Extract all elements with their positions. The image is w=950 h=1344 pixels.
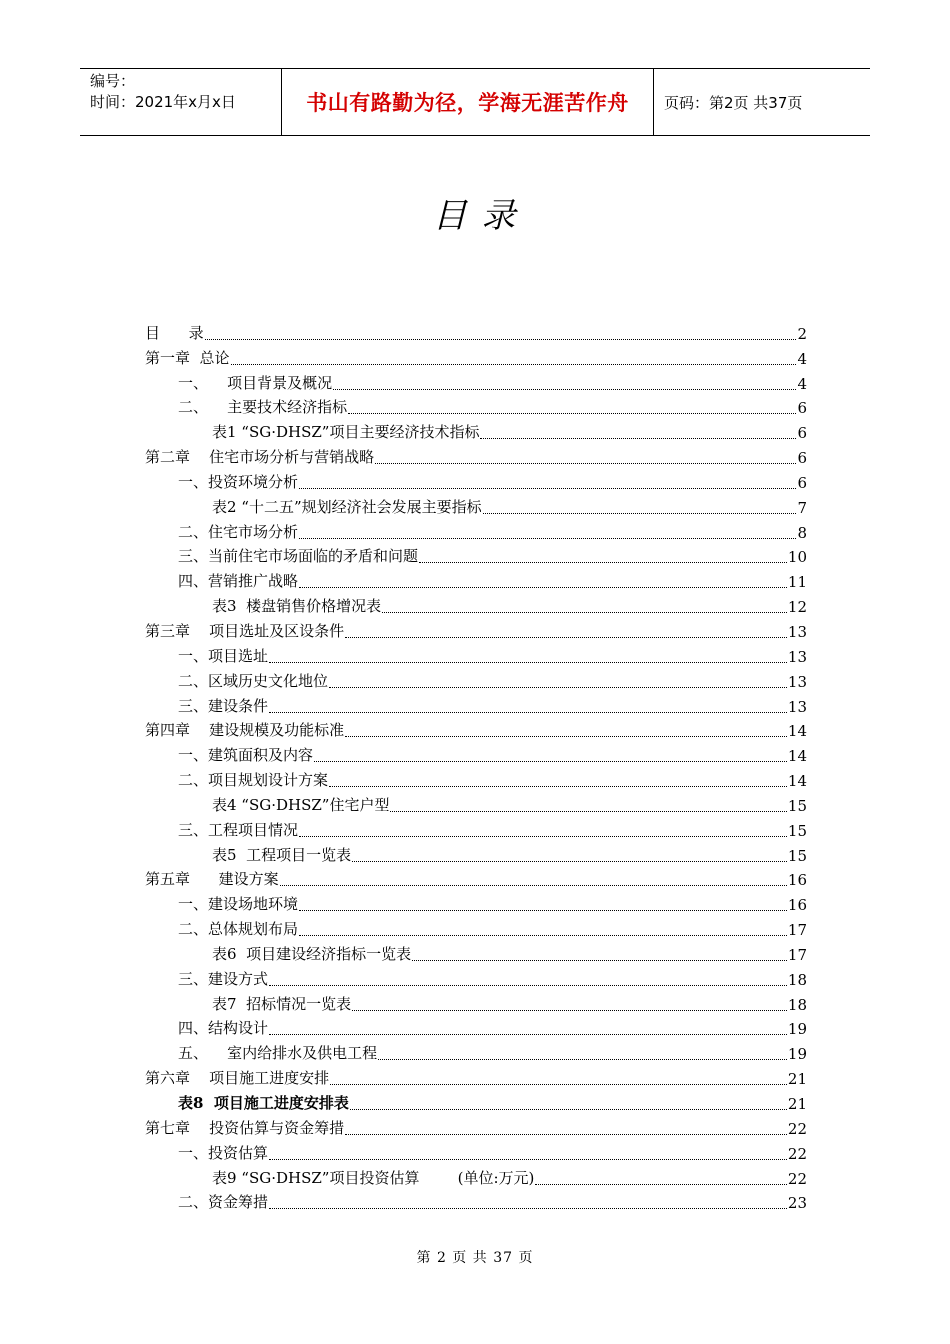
toc-leader-dots — [390, 810, 786, 812]
toc-entry[interactable] — [145, 616, 807, 641]
toc-leader-dots — [352, 1009, 787, 1011]
toc-entry[interactable] — [145, 1188, 807, 1213]
toc-leader-dots — [483, 512, 797, 514]
toc-leader-dots — [299, 586, 787, 588]
toc-entry-page: 6 — [797, 449, 807, 468]
toc-entry-page: 18 — [787, 970, 807, 989]
toc-entry-label: 二、 主要技术经济指标 — [178, 398, 348, 417]
toc-entry-label: 一、投资估算 — [178, 1143, 269, 1162]
toc-entry[interactable] — [145, 542, 807, 567]
toc-entry[interactable] — [145, 467, 807, 492]
toc-entry-page: 13 — [787, 647, 807, 666]
toc-entry-label: 二、总体规划布局 — [178, 920, 299, 939]
toc-entry-page: 18 — [787, 995, 807, 1014]
toc-entry-label: 第三章 项目选址及区设条件 — [145, 621, 345, 640]
toc-entry[interactable] — [145, 517, 807, 542]
toc-entry-page: 4 — [797, 349, 807, 368]
toc-entry-page: 13 — [787, 622, 807, 641]
toc-entry-page: 14 — [787, 747, 807, 766]
toc-entry-page: 15 — [787, 846, 807, 865]
page-header — [80, 68, 870, 136]
toc-leader-dots — [333, 388, 796, 390]
page-footer: 第 2 页 共 37 页 — [416, 1250, 534, 1266]
toc-entry[interactable] — [145, 566, 807, 591]
toc-leader-dots — [299, 487, 796, 489]
toc-leader-dots — [330, 1083, 787, 1085]
toc-leader-dots — [205, 338, 797, 340]
toc-entry-label: 一、建设场地环境 — [178, 895, 299, 914]
toc-entry[interactable] — [145, 318, 807, 343]
toc-entry-label: 一、建筑面积及内容 — [178, 746, 314, 765]
toc-entry[interactable] — [145, 989, 807, 1014]
toc-leader-dots — [269, 711, 787, 713]
toc-leader-dots — [382, 611, 787, 613]
toc-entry-label: 一、项目选址 — [178, 646, 269, 665]
toc-entry[interactable] — [145, 417, 807, 442]
toc-entry[interactable] — [145, 691, 807, 716]
toc-leader-dots — [314, 760, 787, 762]
toc-entry-page: 16 — [787, 896, 807, 915]
toc-leader-dots — [352, 860, 787, 862]
toc-entry-page: 6 — [797, 399, 807, 418]
toc-entry-page: 11 — [787, 573, 807, 592]
header-meta — [80, 69, 282, 135]
toc-entry[interactable] — [145, 815, 807, 840]
toc-entry[interactable] — [145, 393, 807, 418]
toc-entry-page: 16 — [787, 871, 807, 890]
toc-leader-dots — [269, 661, 787, 663]
toc-entry[interactable] — [145, 939, 807, 964]
toc-leader-dots — [345, 1133, 787, 1135]
toc-entry-page: 15 — [787, 821, 807, 840]
toc-entry-page: 12 — [787, 598, 807, 617]
toc-entry[interactable] — [145, 865, 807, 890]
toc-leader-dots — [378, 1058, 787, 1060]
document-number: 编号： — [90, 72, 136, 90]
toc-entry[interactable] — [145, 368, 807, 393]
toc-entry[interactable] — [145, 740, 807, 765]
table-of-contents — [145, 318, 807, 1212]
toc-entry-page: 6 — [797, 473, 807, 492]
toc-entry-page: 13 — [787, 672, 807, 691]
toc-entry-label: 三、建设方式 — [178, 969, 269, 988]
toc-entry-label: 第五章 建设方案 — [145, 870, 279, 889]
toc-entry[interactable] — [145, 591, 807, 616]
toc-leader-dots — [299, 934, 787, 936]
toc-entry-label: 表5 工程项目一览表 — [212, 845, 352, 864]
toc-entry-page: 19 — [787, 1045, 807, 1064]
toc-entry-page: 2 — [797, 324, 807, 343]
toc-entry-label: 表9 “SG·DHSZ”项目投资估算 (单位:万元) — [212, 1168, 535, 1187]
toc-entry[interactable] — [145, 790, 807, 815]
toc-entry[interactable] — [145, 1138, 807, 1163]
toc-entry[interactable] — [145, 1014, 807, 1039]
toc-entry[interactable] — [145, 765, 807, 790]
toc-entry[interactable] — [145, 964, 807, 989]
toc-entry-label: 二、区域历史文化地位 — [178, 671, 329, 690]
toc-entry-label: 三、建设条件 — [178, 696, 269, 715]
document-time: 时间：2021年x月x日 — [90, 93, 236, 111]
toc-entry-page: 17 — [787, 945, 807, 964]
toc-entry[interactable] — [145, 343, 807, 368]
toc-entry-label: 二、资金筹措 — [178, 1193, 269, 1212]
toc-entry-label: 表1 “SG·DHSZ”项目主要经济技术指标 — [212, 423, 480, 442]
toc-entry[interactable] — [145, 1038, 807, 1063]
toc-entry-label: 五、 室内给排水及供电工程 — [178, 1044, 378, 1063]
toc-entry-label: 一、 项目背景及概况 — [178, 373, 333, 392]
toc-leader-dots — [269, 1207, 787, 1209]
toc-leader-dots — [419, 561, 787, 563]
toc-leader-dots — [269, 1158, 787, 1160]
toc-entry-page: 22 — [787, 1119, 807, 1138]
toc-entry-label: 表6 项目建设经济指标一览表 — [212, 944, 412, 963]
toc-entry-page: 8 — [797, 523, 807, 542]
toc-entry-label: 表4 “SG·DHSZ”住宅户型 — [212, 795, 390, 814]
toc-entry[interactable] — [145, 492, 807, 517]
header-motto: 书山有路勤为径，学海无涯苦作舟 — [282, 69, 654, 135]
toc-leader-dots — [480, 437, 796, 439]
toc-leader-dots — [329, 686, 787, 688]
toc-entry[interactable] — [145, 641, 807, 666]
toc-leader-dots — [350, 1108, 787, 1110]
toc-entry-label: 第六章 项目施工进度安排 — [145, 1069, 330, 1088]
toc-entry-page: 14 — [787, 722, 807, 741]
toc-leader-dots — [269, 984, 787, 986]
toc-entry-page: 13 — [787, 697, 807, 716]
toc-entry-label: 表8 项目施工进度安排表 — [178, 1094, 349, 1112]
toc-entry[interactable] — [145, 914, 807, 939]
toc-entry-page: 22 — [787, 1169, 807, 1188]
toc-entry-page: 22 — [787, 1144, 807, 1163]
toc-entry[interactable] — [145, 1063, 807, 1088]
toc-leader-dots — [299, 909, 787, 911]
toc-entry-label: 四、营销推广战略 — [178, 572, 299, 591]
toc-leader-dots — [535, 1183, 787, 1185]
page-title: 目 录 — [432, 196, 518, 236]
toc-entry-page: 21 — [787, 1095, 807, 1113]
toc-entry-label: 二、住宅市场分析 — [178, 522, 299, 541]
toc-entry[interactable] — [145, 1113, 807, 1138]
toc-entry-page: 6 — [797, 424, 807, 443]
header-page-info: 页码：第2页 共37页 — [664, 93, 803, 112]
toc-entry-label: 第四章 建设规模及功能标准 — [145, 721, 345, 740]
toc-entry-label: 表2 “十二五”规划经济社会发展主要指标 — [212, 497, 482, 516]
toc-entry-page: 14 — [787, 772, 807, 791]
toc-entry-label: 三、工程项目情况 — [178, 820, 299, 839]
toc-entry-label: 二、项目规划设计方案 — [178, 771, 329, 790]
toc-entry-label: 一、投资环境分析 — [178, 472, 299, 491]
toc-entry[interactable] — [145, 666, 807, 691]
toc-entry[interactable] — [145, 840, 807, 865]
toc-entry[interactable] — [145, 442, 807, 467]
toc-leader-dots — [269, 1033, 787, 1035]
toc-entry-page: 23 — [787, 1194, 807, 1213]
toc-leader-dots — [329, 785, 787, 787]
toc-leader-dots — [348, 412, 796, 414]
toc-leader-dots — [231, 363, 797, 365]
toc-entry[interactable] — [145, 889, 807, 914]
toc-leader-dots — [345, 735, 787, 737]
toc-entry[interactable] — [145, 716, 807, 741]
toc-entry-page: 17 — [787, 921, 807, 940]
toc-leader-dots — [345, 636, 787, 638]
toc-entry[interactable] — [145, 1088, 807, 1113]
toc-entry-label: 表3 楼盘销售价格增况表 — [212, 597, 382, 616]
toc-leader-dots — [280, 884, 787, 886]
toc-entry[interactable] — [145, 1163, 807, 1188]
toc-entry-page: 15 — [787, 796, 807, 815]
toc-entry-label: 目 录 — [145, 323, 204, 342]
toc-entry-page: 4 — [797, 374, 807, 393]
toc-leader-dots — [299, 835, 787, 837]
toc-entry-label: 表7 招标情况一览表 — [212, 994, 352, 1013]
toc-entry-label: 第一章 总论 — [145, 348, 230, 367]
toc-entry-page: 19 — [787, 1020, 807, 1039]
toc-entry-label: 第二章 住宅市场分析与营销战略 — [145, 448, 375, 467]
toc-entry-page: 10 — [787, 548, 807, 567]
toc-entry-label: 四、结构设计 — [178, 1019, 269, 1038]
toc-entry-page: 21 — [787, 1070, 807, 1089]
toc-entry-label: 第七章 投资估算与资金筹措 — [145, 1118, 345, 1137]
toc-leader-dots — [299, 537, 796, 539]
toc-entry-page: 7 — [797, 498, 807, 517]
toc-entry-label: 三、当前住宅市场面临的矛盾和问题 — [178, 547, 419, 566]
toc-leader-dots — [375, 462, 796, 464]
toc-leader-dots — [412, 959, 787, 961]
